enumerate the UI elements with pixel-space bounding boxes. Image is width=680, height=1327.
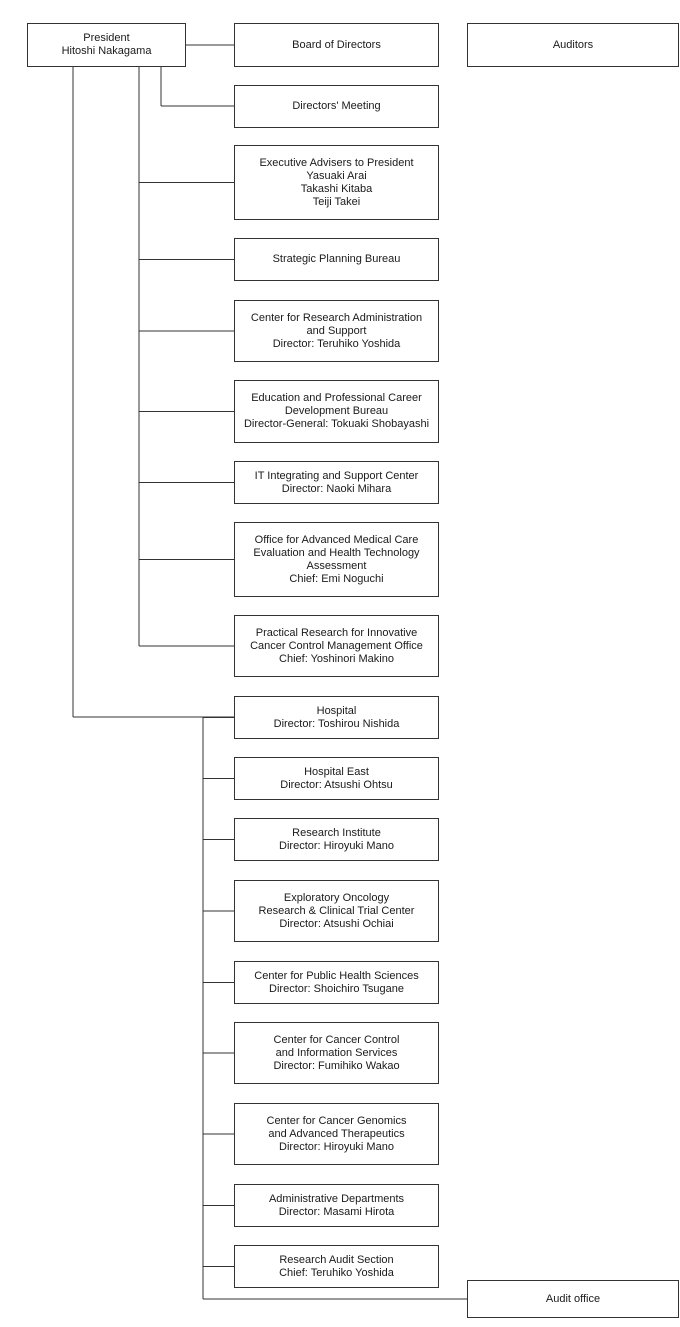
upper-unit-box bbox=[234, 380, 439, 443]
upper-unit-box-line: Evaluation and Health Technology bbox=[253, 546, 420, 559]
upper-unit-box-line: Director-General: Tokuaki Shobayashi bbox=[243, 418, 430, 430]
lower-unit-box bbox=[234, 880, 439, 942]
lower-unit-box-line: and Advanced Therapeutics bbox=[268, 1127, 405, 1140]
upper-unit-box-line: Center for Research Administration bbox=[250, 311, 423, 324]
lower-unit-box-line: Research Institute bbox=[292, 826, 381, 839]
upper-unit-box-line: Office for Advanced Medical Care bbox=[254, 533, 419, 546]
lower-unit-box-line: Chief: Teruhiko Yoshida bbox=[279, 1266, 394, 1279]
lower-unit-box-line: Exploratory Oncology bbox=[283, 891, 390, 904]
audit-office-box bbox=[467, 1280, 679, 1318]
lower-unit-box-line: Research Audit Section bbox=[279, 1253, 394, 1266]
lower-unit-box-line: Research & Clinical Trial Center bbox=[258, 904, 415, 917]
board-of-directors-box bbox=[234, 23, 439, 67]
lower-unit-box bbox=[234, 961, 439, 1004]
lower-unit-box-line: Hospital bbox=[316, 704, 357, 717]
lower-unit-box-line: Hospital East bbox=[304, 765, 369, 778]
lower-unit-box-line: Director: Hiroyuki Mano bbox=[279, 839, 394, 852]
lower-unit-box bbox=[234, 1022, 439, 1084]
upper-unit-box-line: Development Bureau bbox=[284, 405, 389, 417]
lower-unit-box-line: Director: Hiroyuki Mano bbox=[279, 1140, 394, 1153]
upper-unit-box bbox=[234, 238, 439, 281]
president-box-line: Hitoshi Nakagama bbox=[61, 45, 152, 57]
lower-unit-box bbox=[234, 818, 439, 861]
directors-meeting-box bbox=[234, 85, 439, 128]
upper-unit-box-line: Teiji Takei bbox=[312, 195, 361, 208]
lower-unit-box bbox=[234, 1184, 439, 1227]
audit-office-box-line: Audit office bbox=[545, 1292, 601, 1305]
upper-unit-box-line: Chief: Emi Noguchi bbox=[289, 572, 384, 585]
upper-unit-box-line: Takashi Kitaba bbox=[300, 182, 373, 195]
upper-unit-box bbox=[234, 145, 439, 220]
president-box bbox=[27, 23, 186, 67]
lower-unit-box-line: Director: Fumihiko Wakao bbox=[273, 1059, 400, 1072]
upper-unit-box bbox=[234, 615, 439, 677]
upper-unit-box bbox=[234, 522, 439, 597]
upper-unit-box-line: Executive Advisers to President bbox=[259, 156, 414, 169]
upper-unit-box-line: Practical Research for Innovative bbox=[255, 626, 418, 639]
upper-unit-box-line: Chief: Yoshinori Makino bbox=[279, 652, 394, 665]
upper-unit-box bbox=[234, 300, 439, 362]
upper-unit-box-line: Cancer Control Management Office bbox=[250, 639, 423, 652]
president-box-line: President bbox=[83, 32, 130, 44]
upper-unit-box-line: IT Integrating and Support Center bbox=[254, 469, 419, 482]
upper-unit-box-line: Director: Naoki Mihara bbox=[281, 482, 392, 495]
upper-unit-box-line: Yasuaki Arai bbox=[306, 169, 367, 182]
lower-unit-box-line: and Information Services bbox=[275, 1046, 398, 1059]
board-of-directors-box-line: Board of Directors bbox=[292, 38, 381, 51]
directors-meeting-box-line: Directors' Meeting bbox=[292, 100, 381, 112]
lower-unit-box-line: Director: Masami Hirota bbox=[278, 1205, 395, 1218]
auditors-box-line: Auditors bbox=[552, 38, 594, 51]
upper-unit-box-line: Strategic Planning Bureau bbox=[272, 253, 401, 265]
lower-unit-box-line: Director: Toshirou Nishida bbox=[273, 717, 400, 730]
auditors-box bbox=[467, 23, 679, 67]
upper-unit-box-line: and Support bbox=[306, 324, 367, 337]
upper-unit-box bbox=[234, 461, 439, 504]
upper-unit-box-line: Assessment bbox=[306, 559, 367, 572]
lower-unit-box bbox=[234, 696, 439, 739]
lower-unit-box-line: Center for Cancer Control bbox=[273, 1033, 400, 1046]
lower-unit-box-line: Director: Atsushi Ohtsu bbox=[280, 778, 393, 791]
lower-unit-box bbox=[234, 1103, 439, 1165]
lower-unit-box-line: Administrative Departments bbox=[268, 1192, 405, 1205]
lower-unit-box bbox=[234, 757, 439, 800]
lower-unit-box-line: Center for Cancer Genomics bbox=[266, 1114, 407, 1127]
upper-unit-box-line: Education and Professional Career bbox=[251, 392, 422, 404]
lower-unit-box bbox=[234, 1245, 439, 1288]
lower-unit-box-line: Center for Public Health Sciences bbox=[254, 969, 419, 982]
upper-unit-box-line: Director: Teruhiko Yoshida bbox=[272, 337, 401, 350]
lower-unit-box-line: Director: Shoichiro Tsugane bbox=[269, 982, 404, 995]
lower-unit-box-line: Director: Atsushi Ochiai bbox=[279, 917, 394, 930]
